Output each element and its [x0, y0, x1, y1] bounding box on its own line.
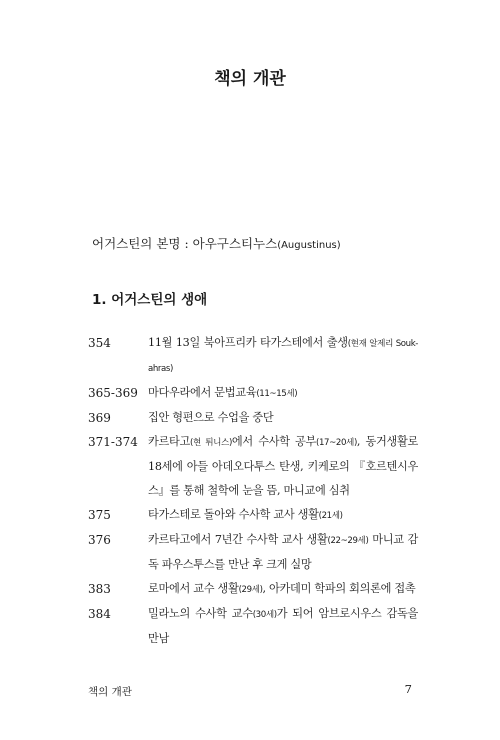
timeline-year: 369: [88, 411, 111, 425]
timeline-text: 타가스테로 돌아와 수사학 교사 생활: [148, 508, 319, 521]
timeline-row: [88, 528, 418, 577]
timeline-note: (현 튀니스): [190, 438, 232, 448]
timeline-row: [88, 577, 418, 602]
timeline-note: (22~29세): [327, 536, 369, 546]
subject-main: 어거스틴의 본명 : 아우구스티누스: [92, 236, 278, 251]
timeline-year: 354: [88, 336, 111, 350]
timeline-row: [88, 503, 418, 528]
timeline-note: (21세): [318, 511, 343, 521]
timeline-text: 11월 13일 북아프리카 타가스테에서 출생: [148, 336, 348, 349]
timeline-year: 384: [88, 607, 111, 621]
timeline-text: 로마에서 교수 생활: [148, 582, 239, 595]
timeline-text: 마다우라에서 문법교육: [148, 386, 257, 399]
timeline-note: (11~15세): [256, 389, 298, 399]
timeline-text: 집안 형편으로 수업을 중단: [148, 411, 274, 424]
timeline-description: [148, 430, 418, 503]
timeline-note: (29세): [238, 585, 263, 595]
timeline-row: [88, 602, 418, 651]
timeline-year: 365-369: [88, 386, 138, 400]
timeline-description: [148, 331, 418, 381]
timeline-description: [148, 406, 418, 430]
timeline-description: [148, 528, 418, 577]
timeline-year: 375: [88, 508, 111, 522]
subject-line: [92, 234, 341, 252]
timeline-description: [148, 503, 418, 528]
timeline-text: 마니교 감독 파우스투스를 만난 후 크게 실망: [148, 533, 418, 571]
timeline-description: [148, 381, 418, 406]
timeline-row: [88, 406, 418, 430]
timeline-text: , 아카데미 학파의 회의론에 접촉: [262, 582, 416, 595]
timeline-row: [88, 430, 418, 503]
page-number: 7: [404, 682, 412, 696]
timeline-text: 가 되어 암브로시우스 감독을 만남: [148, 607, 419, 645]
timeline-text: 에서 수사학 공부: [231, 435, 317, 448]
timeline-row: [88, 381, 418, 406]
timeline: [88, 331, 418, 651]
subject-latin: (Augustinus): [277, 240, 341, 251]
timeline-note: (17~20세): [316, 438, 357, 448]
timeline-year: 371-374: [88, 435, 138, 449]
timeline-text: 카르타고에서 7년간 수사학 교사 생활: [148, 533, 328, 546]
timeline-description: [148, 602, 418, 651]
section-heading: 1. 어거스틴의 생애: [92, 292, 208, 308]
page-title: 책의 개관: [214, 69, 286, 89]
timeline-note: (30세): [252, 610, 277, 620]
timeline-text: , 동거생활로 18세에 아들 아데오다투스 탄생, 키케로의 『호르텐시우스』를 통해 철학에 눈을 뜸, 마니교에 심취: [148, 435, 418, 497]
timeline-row: [88, 331, 418, 381]
timeline-note: (현재 알제리 Souk-ahras): [148, 339, 418, 374]
timeline-year: 376: [88, 533, 111, 547]
timeline-description: [148, 577, 418, 602]
timeline-text: 밀라노의 수사학 교수: [148, 607, 253, 620]
timeline-year: 383: [88, 582, 111, 596]
running-title: 책의 개관: [88, 686, 132, 698]
timeline-text: 카르타고: [148, 435, 191, 448]
